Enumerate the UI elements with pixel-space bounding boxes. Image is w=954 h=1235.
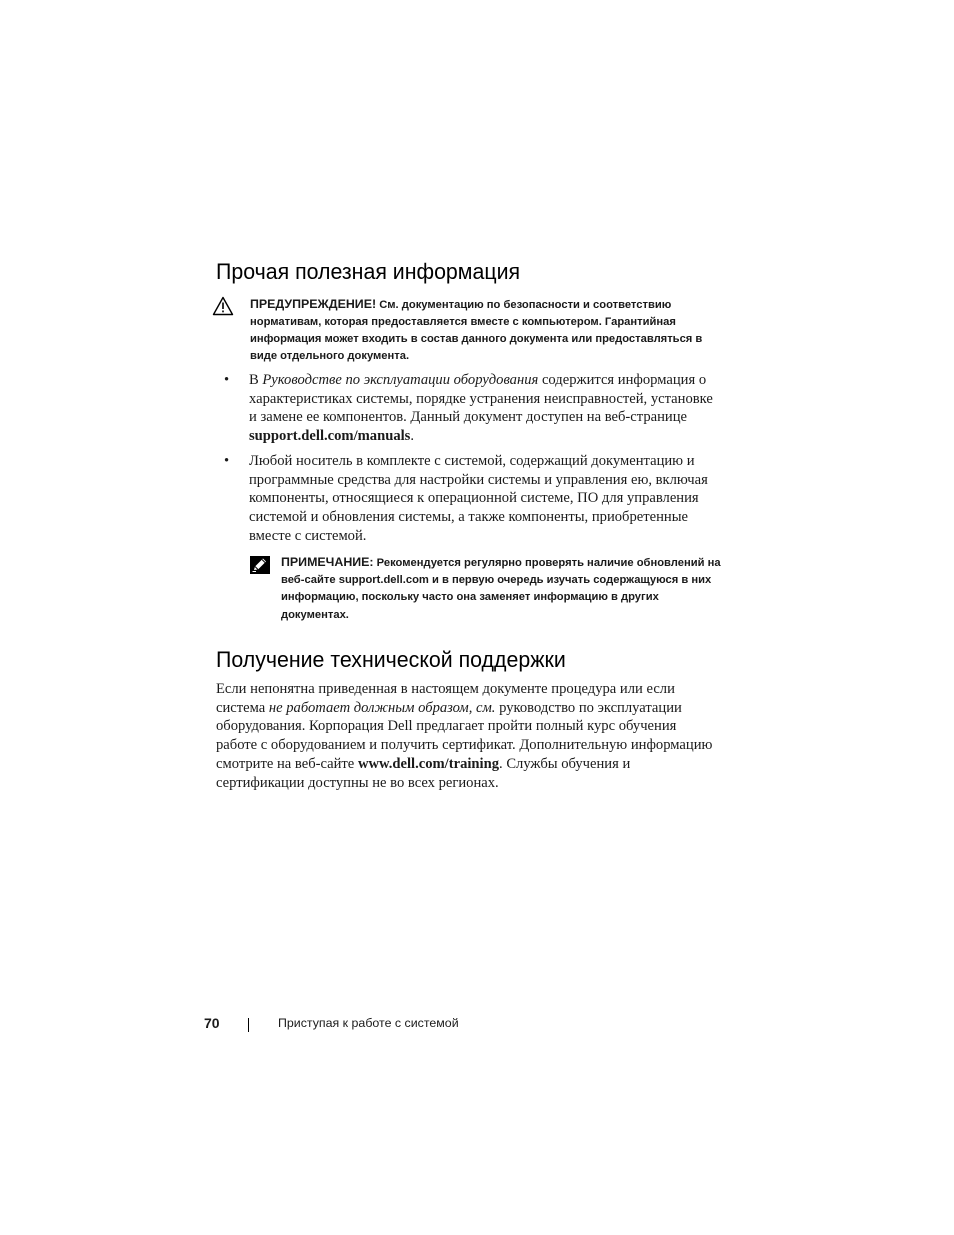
- bullet-dot: •: [224, 372, 230, 388]
- page-number: 70: [204, 1015, 220, 1031]
- section-heading-support: Получение технической поддержки: [216, 647, 566, 672]
- note-text: [281, 554, 721, 624]
- text-span: содержится информация о характеристиках системы, порядке устранения неисправностей, установке и замене ее компонентов. Данный документ доступен на веб-странице: [249, 372, 713, 426]
- support-paragraph: [216, 680, 721, 792]
- warning-triangle-icon: [212, 296, 234, 316]
- warning-label: ПРЕДУПРЕЖДЕНИЕ!: [250, 297, 377, 311]
- list-item-text: Любой носитель в комплекте с системой, содержащий документацию и программные средства для настройки системы и управления ею, включая компоненты, относящиеся к операционной системе, ПО для управления системой и обновления системы, а также компоненты, приобретенные вместе с системой.: [249, 453, 708, 544]
- italic-phrase: не работает должным образом, см.: [268, 699, 496, 716]
- text-span: Рекомендуется регулярно проверять наличие обновлений на веб-сайте: [281, 557, 721, 587]
- text-span: . Службы обучения и сертификации доступны не во всех регионах.: [216, 755, 631, 791]
- text-span: .: [410, 428, 415, 445]
- warning-body: См. документацию по безопасности и соответствию нормативам, которая предоставляется вместе с компьютером. Гарантийная информация может входить в состав данного документа или предоставляться в виде отдельного документа.: [250, 299, 703, 362]
- footer-title: Приступая к работе с системой: [278, 1016, 459, 1030]
- note-pencil-icon: [250, 556, 270, 574]
- footer-divider: [248, 1018, 249, 1032]
- note-label: ПРИМЕЧАНИЕ:: [281, 555, 374, 569]
- warning-text: [250, 296, 720, 365]
- text-span: Если непонятна приведенная в настоящем документе процедура или если система: [216, 681, 675, 716]
- page-footer: [0, 1015, 954, 1035]
- training-url: www.dell.com/training: [357, 755, 500, 772]
- manuals-url: support.dell.com/manuals: [249, 428, 411, 445]
- list-item-text: [249, 371, 719, 446]
- text-span: В: [249, 372, 263, 388]
- text-span: руководство по эксплуатации оборудования. Корпорация Dell предлагает пройти полный курс обучения работе с оборудованием и получить сертификат. Дополнительную информацию смотрите на веб-сайте: [216, 699, 713, 772]
- bullet-dot: •: [224, 453, 230, 469]
- support-url: support.dell.com: [338, 574, 429, 587]
- manual-title: Руководстве по эксплуатации оборудования: [262, 372, 539, 388]
- text-span: и в первую очередь изучать содержащуюся в них информацию, поскольку часто она заменяет информацию в других документах.: [281, 574, 712, 621]
- section-heading-other-info: Прочая полезная информация: [216, 259, 521, 284]
